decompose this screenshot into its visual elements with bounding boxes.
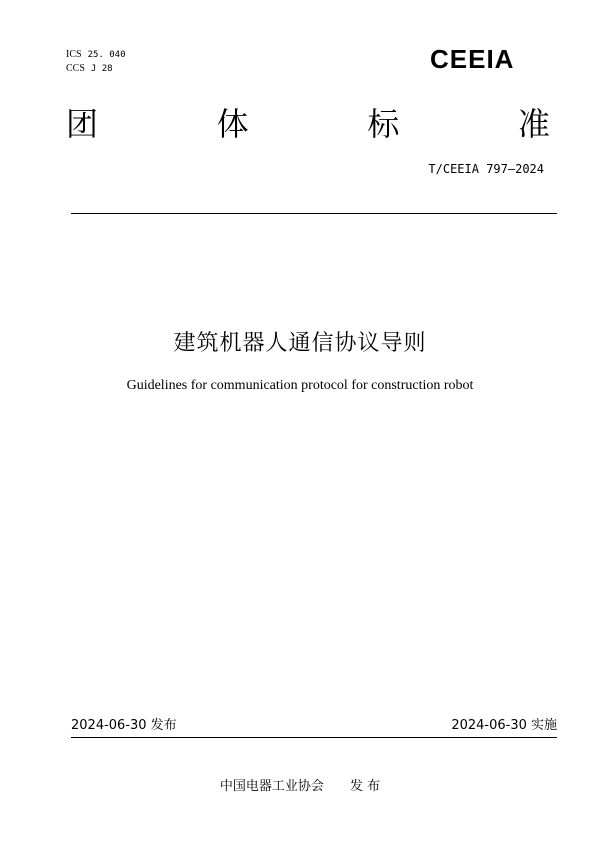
ceeia-logo: CEEIA bbox=[430, 44, 515, 74]
publisher-line bbox=[0, 775, 600, 794]
standard-type-char: 准 bbox=[517, 105, 550, 143]
standard-type-char: 标 bbox=[367, 105, 400, 143]
ics-row bbox=[66, 48, 126, 62]
classification-codes bbox=[66, 48, 126, 76]
document-title-english: Guidelines for communication protocol for construction robot bbox=[126, 378, 474, 393]
ics-code: 25. 040 bbox=[87, 50, 126, 60]
ics-label: ICS bbox=[66, 49, 82, 60]
standard-number: T/CEEIA 797—2024 bbox=[428, 162, 544, 176]
implementation-date: 2024-06-30 实施 bbox=[451, 718, 557, 733]
top-divider bbox=[71, 213, 557, 214]
standard-type-heading bbox=[66, 106, 550, 142]
ccs-row bbox=[66, 62, 126, 76]
standard-type-char: 体 bbox=[216, 105, 249, 143]
standard-type-char: 团 bbox=[66, 105, 99, 143]
ccs-label: CCS bbox=[66, 63, 85, 74]
ccs-code: J 28 bbox=[90, 64, 113, 74]
document-title-chinese: 建筑机器人通信协议导则 bbox=[173, 331, 427, 356]
publisher-name: 中国电器工业协会 bbox=[219, 779, 324, 794]
bottom-divider bbox=[71, 737, 557, 738]
publisher-action: 发 布 bbox=[349, 779, 381, 794]
issue-date: 2024-06-30 发布 bbox=[71, 718, 177, 733]
